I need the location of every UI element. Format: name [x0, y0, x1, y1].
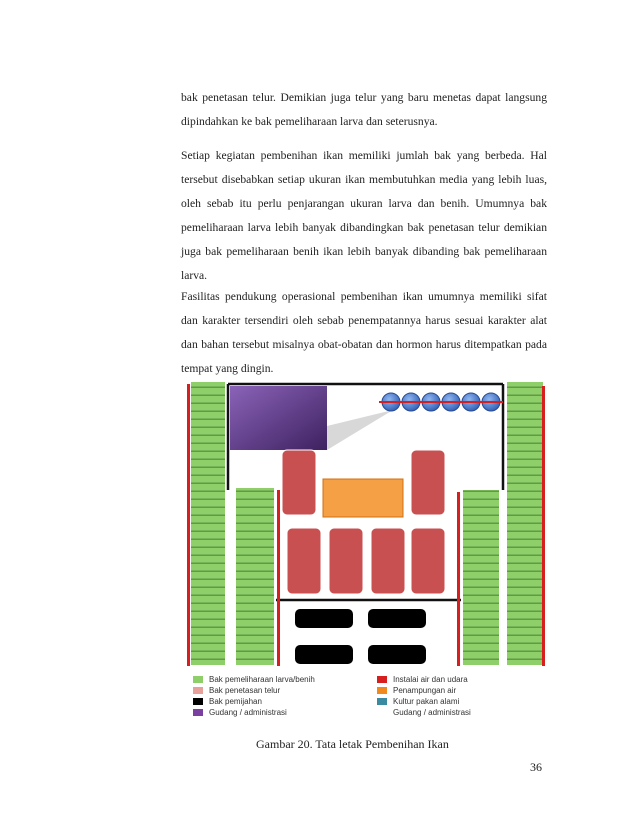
legend-swatch-spawning	[193, 698, 203, 705]
legend-swatch-storage	[193, 709, 203, 716]
legend-swatch-feed-culture	[377, 698, 387, 705]
egg-hatching-tanks	[282, 450, 445, 594]
storage-callout	[327, 410, 393, 450]
legend-swatch-water-air	[377, 676, 387, 683]
page-number: 36	[530, 760, 542, 774]
feed-culture-pipe	[379, 401, 503, 403]
legend-label-water-air: Instalai air dan udara	[393, 675, 468, 684]
storage-admin-room	[230, 386, 327, 450]
layout-diagram	[183, 380, 545, 680]
larva-tank-column-right	[507, 382, 543, 665]
larva-tank-column-left	[191, 382, 225, 665]
legend-label-hatching: Bak penetasan telur	[209, 686, 281, 695]
legend-label-reservoir: Penampungan air	[393, 686, 457, 695]
legend-swatch-reservoir	[377, 687, 387, 694]
legend-label-feed-culture: Kultur pakan alami	[393, 697, 460, 706]
legend-swatch-hatching	[193, 687, 203, 694]
larva-tank-column-left-inner	[236, 488, 274, 665]
paragraph-2: Setiap kegiatan pembenihan ikan memiliki jumlah bak yang berbeda. Hal tersebut disebabkan setiap ukuran ikan membutuhkan media yang lebih luas, oleh sebab itu perlu penjarangan ukuran larva dan benih. Umumnya bak pemeliharaan larva lebih banyak dibandingkan bak penetasan telur demikian juga bak pemeliharaan benih ikan lebih banyak dibanding bak pemeliharaan larva.	[181, 149, 547, 282]
figure-caption: Gambar 20. Tata letak Pembenihan Ikan	[256, 737, 449, 751]
legend-swatch-larva	[193, 676, 203, 683]
legend-label-storage: Gudang / administrasi	[209, 708, 287, 717]
larva-tank-column-right-inner	[463, 490, 499, 665]
legend-label-spawning: Bak pemijahan	[209, 697, 262, 706]
hatchery-layout-figure	[183, 380, 545, 720]
spawning-tanks	[295, 609, 426, 664]
legend-label-storage-2: Gudang / administrasi	[393, 708, 471, 717]
paragraph-1: bak penetasan telur. Demikian juga telur yang baru menetas dapat langsung dipindahkan ke bak pemeliharaan larva dan seterusnya.	[181, 91, 547, 128]
legend-label-larva: Bak pemeliharaan larva/benih	[209, 675, 315, 684]
water-reservoir	[323, 479, 403, 517]
paragraph-3: Fasilitas pendukung operasional pembenihan ikan umumnya memiliki sifat dan karakter tersendiri oleh sebab penempatannya harus sesuai karakter alat dan bahan tersebut misalnya obat-obatan dan hormon harus ditempatkan pada tempat yang dingin.	[181, 290, 547, 375]
